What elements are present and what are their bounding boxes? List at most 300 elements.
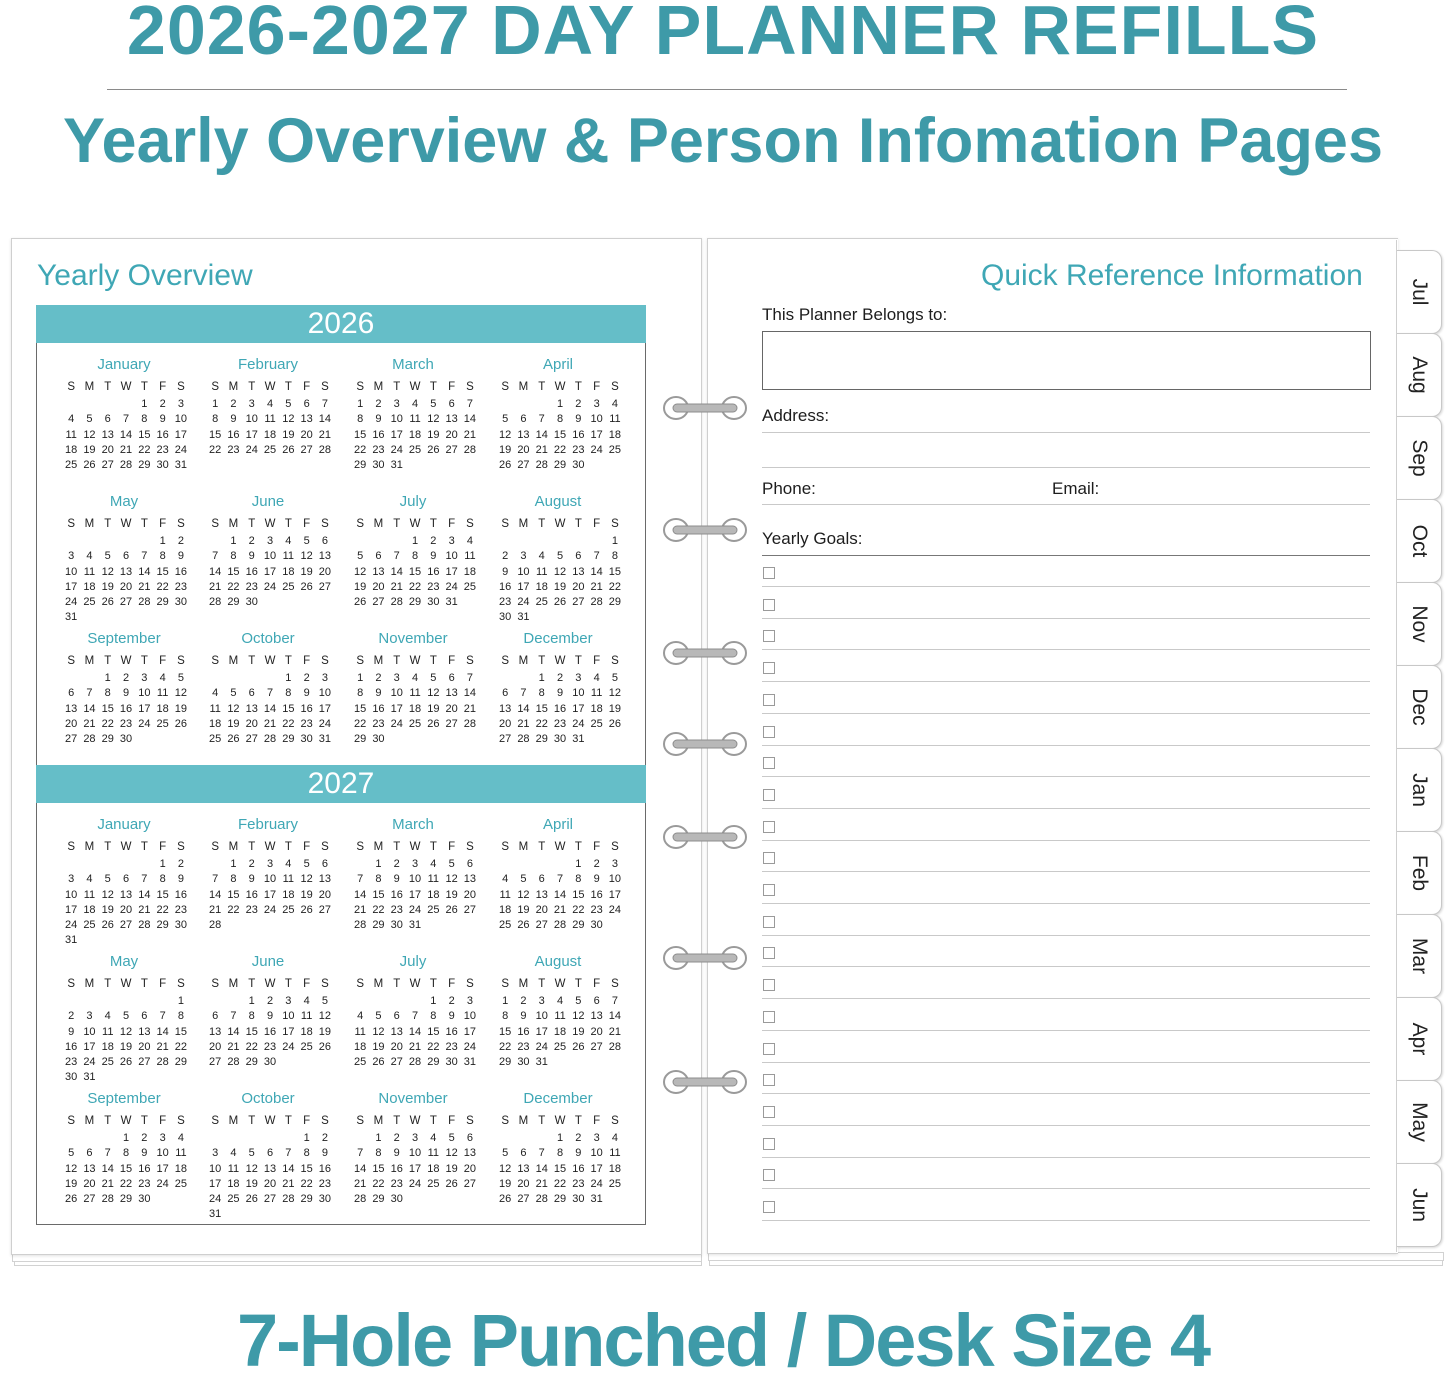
day-cell: 30 (427, 596, 440, 609)
day-cell: 12 (499, 428, 512, 441)
goal-line[interactable] (762, 966, 1370, 967)
day-cell: 23 (572, 1177, 585, 1190)
day-cell: 8 (122, 1147, 130, 1160)
day-cell: 7 (86, 687, 93, 700)
day-cell: 23 (553, 717, 567, 730)
day-cell: 21 (227, 1040, 240, 1053)
weekday-header: S (177, 518, 185, 530)
day-cell: 28 (138, 596, 151, 609)
tab-label: Apr (1408, 1022, 1431, 1056)
weekday-header: T (538, 518, 546, 530)
day-cell: 24 (590, 443, 603, 456)
day-cell: 19 (318, 1025, 332, 1038)
day-cell: 15 (209, 428, 222, 441)
day-cell: 6 (86, 1147, 93, 1160)
month-name: June (251, 493, 285, 510)
weekday-header: M (518, 1115, 529, 1127)
day-cell: 3 (520, 550, 527, 563)
day-cell: 27 (65, 733, 78, 746)
day-cell: 31 (408, 919, 422, 932)
day-cell: 16 (445, 1025, 458, 1038)
weekday-header: W (554, 978, 566, 990)
day-cell: 24 (572, 717, 585, 730)
weekday-header: T (429, 655, 437, 667)
day-cell: 13 (245, 702, 258, 715)
day-cell: 19 (119, 1040, 133, 1053)
day-cell: 14 (463, 687, 477, 700)
day-cell: 25 (354, 1056, 367, 1069)
day-cell: 10 (263, 873, 277, 886)
day-cell: 13 (390, 1025, 403, 1038)
day-cell: 15 (427, 1025, 440, 1038)
day-cell: 2 (248, 858, 255, 870)
address-line[interactable] (762, 467, 1370, 468)
goal-checkbox[interactable] (763, 1138, 775, 1150)
binder-ring (661, 393, 749, 423)
day-cell: 29 (354, 459, 367, 472)
day-cell: 8 (177, 1010, 184, 1023)
day-cell: 7 (141, 873, 148, 886)
belongs-to-label: This Planner Belongs to: (762, 305, 948, 324)
day-cell: 19 (427, 702, 440, 715)
binder-ring (661, 822, 749, 852)
day-cell: 5 (303, 858, 310, 870)
month-name: February (237, 356, 299, 373)
goal-checkbox[interactable] (763, 1201, 775, 1213)
month-grid (496, 516, 628, 626)
day-cell: 28 (608, 1040, 622, 1053)
goal-line[interactable] (762, 681, 1370, 682)
goal-line[interactable] (762, 808, 1370, 809)
quick-reference-title: Quick Reference Information (981, 259, 1363, 292)
goal-checkbox[interactable] (763, 1043, 775, 1055)
goal-line[interactable] (762, 618, 1370, 619)
day-cell: 13 (318, 550, 332, 563)
goal-checkbox[interactable] (763, 1011, 775, 1023)
goal-checkbox[interactable] (763, 947, 775, 959)
day-cell: 6 (68, 687, 75, 700)
weekday-header: T (393, 841, 401, 853)
goal-checkbox[interactable] (763, 1169, 775, 1181)
weekday-header: S (356, 1115, 364, 1127)
day-cell: 28 (119, 459, 133, 472)
weekday-header: T (284, 841, 292, 853)
day-cell: 25 (156, 717, 169, 730)
day-cell: 20 (119, 580, 133, 593)
day-cell: 28 (83, 733, 96, 746)
goal-line[interactable] (762, 745, 1370, 746)
goal-line[interactable] (762, 1093, 1370, 1094)
goal-line[interactable] (762, 998, 1370, 999)
day-cell: 19 (427, 428, 440, 441)
month-name: November (378, 1090, 448, 1107)
day-cell: 4 (556, 995, 564, 1007)
goal-line[interactable] (762, 840, 1370, 841)
day-cell: 9 (248, 873, 255, 886)
tab-label: Mar (1408, 937, 1431, 975)
weekday-header: M (84, 1115, 95, 1127)
day-cell: 29 (119, 1193, 133, 1206)
day-cell: 12 (227, 702, 240, 715)
day-cell: 3 (593, 398, 600, 410)
day-cell: 30 (156, 459, 169, 472)
weekday-header: T (574, 518, 582, 530)
day-cell: 23 (572, 443, 585, 456)
goal-line[interactable] (762, 1030, 1370, 1031)
tab-jun[interactable] (1397, 1163, 1442, 1247)
weekday-header: F (448, 518, 456, 530)
day-cell: 7 (611, 995, 618, 1007)
day-cell: 1 (230, 535, 237, 547)
weekday-header: T (393, 518, 401, 530)
goal-line[interactable] (762, 776, 1370, 777)
day-cell: 16 (372, 702, 385, 715)
goal-checkbox[interactable] (763, 884, 775, 896)
day-cell: 25 (300, 1040, 313, 1053)
goal-checkbox[interactable] (763, 726, 775, 738)
tab-mar[interactable] (1397, 914, 1442, 998)
day-cell: 1 (502, 995, 509, 1007)
day-cell: 16 (119, 702, 133, 715)
empty-day (351, 994, 369, 1009)
day-cell: 22 (372, 903, 385, 916)
day-cell: 22 (101, 717, 114, 730)
goal-line[interactable] (762, 871, 1370, 872)
day-cell: 3 (393, 398, 400, 410)
tab-label: Feb (1408, 854, 1431, 892)
day-cell: 2 (593, 858, 600, 870)
day-cell: 4 (177, 1132, 184, 1144)
goal-line[interactable] (762, 935, 1370, 936)
day-cell: 12 (174, 687, 188, 700)
day-cell: 13 (517, 428, 530, 441)
tab-aug[interactable] (1397, 333, 1442, 417)
month-name: December (523, 1090, 593, 1107)
weekday-header: M (84, 381, 95, 393)
empty-day (351, 857, 369, 872)
goal-line[interactable] (762, 1220, 1370, 1221)
goal-line[interactable] (762, 649, 1370, 650)
day-cell: 7 (285, 1147, 292, 1160)
weekday-header: M (228, 841, 239, 853)
goal-checkbox[interactable] (763, 1074, 775, 1086)
yearly-goals-rule (762, 555, 1370, 556)
day-cell: 7 (538, 413, 545, 426)
weekday-header: S (67, 841, 75, 853)
weekday-header: W (120, 518, 132, 530)
weekday-header: T (538, 841, 546, 853)
day-cell: 29 (174, 1056, 188, 1069)
day-cell: 25 (227, 1193, 240, 1206)
goal-checkbox[interactable] (763, 630, 775, 642)
goal-checkbox[interactable] (763, 757, 775, 769)
day-cell: 2 (177, 535, 184, 547)
day-cell: 23 (372, 717, 385, 730)
day-cell: 5 (86, 413, 93, 426)
weekday-header: F (303, 518, 311, 530)
weekday-header: M (373, 841, 384, 853)
day-cell: 9 (393, 1147, 400, 1160)
day-cell: 30 (572, 459, 585, 472)
day-cell: 16 (372, 428, 385, 441)
day-cell: 15 (608, 565, 622, 578)
day-cell: 29 (300, 1193, 313, 1206)
day-cell: 30 (245, 596, 258, 609)
day-cell: 29 (372, 1193, 385, 1206)
month-august-2026 (488, 492, 628, 626)
day-cell: 2 (266, 995, 274, 1007)
goal-line[interactable] (762, 713, 1370, 714)
weekday-header: S (177, 978, 185, 990)
goal-checkbox[interactable] (763, 599, 775, 611)
day-cell: 26 (245, 1193, 258, 1206)
day-cell: 18 (83, 903, 96, 916)
day-cell: 16 (572, 428, 585, 441)
day-cell: 20 (390, 1040, 403, 1053)
empty-day (496, 671, 514, 686)
month-grid (496, 653, 628, 747)
day-cell: 12 (282, 413, 295, 426)
day-cell: 15 (174, 1025, 188, 1038)
day-cell: 31 (65, 611, 78, 624)
weekday-header: T (574, 841, 582, 853)
weekday-header: T (248, 655, 256, 667)
day-cell: 19 (553, 580, 567, 593)
month-grid (351, 839, 483, 933)
tab-may[interactable] (1397, 1080, 1442, 1164)
day-cell: 5 (430, 672, 437, 684)
day-cell: 14 (535, 1162, 548, 1175)
month-april-2027 (488, 815, 628, 933)
day-cell: 12 (372, 1025, 385, 1038)
goal-checkbox[interactable] (763, 1106, 775, 1118)
weekday-header: S (356, 978, 364, 990)
day-cell: 9 (575, 1147, 582, 1160)
day-cell: 13 (535, 888, 548, 901)
day-cell: 4 (502, 873, 509, 886)
weekday-header: F (448, 978, 456, 990)
day-cell: 2 (448, 995, 455, 1007)
day-cell: 8 (230, 550, 237, 563)
day-cell: 9 (520, 1010, 527, 1023)
tab-oct[interactable] (1397, 499, 1442, 583)
empty-day (62, 397, 80, 412)
goal-line[interactable] (762, 586, 1370, 587)
day-cell: 25 (590, 717, 603, 730)
day-cell: 27 (372, 596, 385, 609)
month-grid (206, 379, 338, 458)
goal-checkbox[interactable] (763, 567, 775, 579)
day-cell: 11 (499, 888, 511, 901)
weekday-header: S (466, 381, 474, 393)
day-cell: 12 (445, 873, 458, 886)
day-cell: 2 (303, 672, 310, 684)
day-cell: 31 (590, 1193, 603, 1206)
day-cell: 12 (300, 550, 313, 563)
day-cell: 14 (463, 413, 477, 426)
weekday-header: F (593, 655, 601, 667)
day-cell: 9 (177, 873, 184, 886)
day-cell: 4 (230, 1147, 237, 1160)
day-cell: 16 (227, 428, 240, 441)
empty-day (388, 994, 406, 1009)
day-cell: 10 (174, 413, 188, 426)
day-cell: 9 (159, 413, 166, 426)
day-cell: 11 (409, 413, 421, 426)
day-cell: 7 (159, 1010, 166, 1023)
tab-jan[interactable] (1397, 748, 1442, 832)
month-november-2027 (343, 1089, 483, 1207)
day-cell: 21 (156, 1040, 169, 1053)
day-cell: 18 (590, 702, 603, 715)
day-cell: 7 (466, 398, 473, 410)
owner-name-field[interactable] (762, 331, 1371, 390)
day-cell: 24 (65, 919, 78, 932)
day-cell: 27 (300, 443, 313, 456)
month-may-2026 (54, 492, 194, 626)
weekday-header: S (177, 655, 185, 667)
day-cell: 18 (608, 428, 622, 441)
tab-dec[interactable] (1397, 665, 1442, 749)
day-cell: 27 (590, 1040, 603, 1053)
day-cell: 10 (263, 550, 277, 563)
tab-nov[interactable] (1397, 582, 1442, 666)
goal-line[interactable] (762, 1188, 1370, 1189)
day-cell: 26 (372, 1056, 385, 1069)
day-cell: 16 (245, 565, 258, 578)
day-cell: 22 (209, 443, 222, 456)
day-cell: 26 (553, 596, 567, 609)
day-cell: 14 (590, 565, 603, 578)
day-cell: 18 (101, 1040, 114, 1053)
empty-day (279, 1131, 297, 1146)
day-cell: 28 (517, 733, 530, 746)
day-cell: 12 (553, 565, 567, 578)
day-cell: 9 (122, 687, 130, 700)
weekday-header: S (611, 841, 619, 853)
empty-day (153, 994, 171, 1009)
day-cell: 5 (575, 995, 582, 1007)
month-name: January (97, 816, 151, 833)
day-cell: 4 (104, 1010, 111, 1023)
goal-line[interactable] (762, 1125, 1370, 1126)
month-grid (496, 1113, 628, 1207)
day-cell: 14 (101, 1162, 114, 1175)
day-cell: 17 (445, 565, 458, 578)
day-cell: 25 (209, 733, 222, 746)
day-cell: 17 (174, 428, 188, 441)
day-cell: 9 (448, 1010, 455, 1023)
day-cell: 1 (104, 672, 111, 684)
yearly-overview-title: Yearly Overview (37, 259, 253, 292)
day-cell: 28 (209, 596, 222, 609)
month-name: May (109, 493, 139, 510)
day-cell: 29 (372, 919, 385, 932)
goal-checkbox[interactable] (763, 979, 775, 991)
day-cell: 29 (553, 1193, 567, 1206)
goal-line[interactable] (762, 1157, 1370, 1158)
weekday-header: F (593, 518, 601, 530)
month-november-2026 (343, 629, 483, 747)
tab-apr[interactable] (1397, 997, 1442, 1081)
day-cell: 3 (466, 995, 473, 1007)
day-cell: 9 (321, 1147, 328, 1160)
day-cell: 19 (101, 580, 114, 593)
tab-sep[interactable] (1397, 416, 1442, 500)
day-cell: 3 (611, 858, 618, 870)
weekday-header: T (104, 381, 112, 393)
empty-day (99, 994, 117, 1009)
phone-email-line[interactable] (762, 504, 1370, 505)
month-name: March (392, 816, 434, 833)
empty-day (243, 1131, 261, 1146)
day-cell: 2 (375, 398, 382, 410)
goal-checkbox[interactable] (763, 916, 775, 928)
day-cell: 13 (445, 413, 458, 426)
goal-line[interactable] (762, 903, 1370, 904)
day-cell: 29 (572, 919, 585, 932)
month-grid (62, 653, 194, 747)
tab-feb[interactable] (1397, 831, 1442, 915)
day-cell: 16 (174, 565, 188, 578)
day-cell: 10 (65, 565, 78, 578)
day-cell: 7 (141, 550, 148, 563)
weekday-header: S (611, 1115, 619, 1127)
goal-checkbox[interactable] (763, 821, 775, 833)
month-name: December (523, 630, 593, 647)
day-cell: 9 (141, 1147, 148, 1160)
weekday-header: F (593, 841, 601, 853)
goal-checkbox[interactable] (763, 662, 775, 674)
day-cell: 12 (354, 565, 367, 578)
day-cell: 30 (174, 919, 188, 932)
day-cell: 17 (156, 1162, 169, 1175)
day-cell: 3 (177, 398, 184, 410)
month-october-2026 (198, 629, 338, 747)
tab-label: Dec (1408, 688, 1431, 726)
weekday-header: T (248, 978, 256, 990)
weekday-header: S (211, 518, 219, 530)
weekday-header: T (393, 655, 401, 667)
weekday-header: T (429, 978, 437, 990)
weekday-header: S (67, 518, 75, 530)
day-cell: 31 (535, 1056, 548, 1069)
day-cell: 11 (102, 1025, 114, 1038)
weekday-header: M (518, 841, 529, 853)
empty-day (351, 1131, 369, 1146)
day-cell: 6 (575, 550, 582, 563)
month-name: July (399, 493, 427, 510)
day-cell: 29 (608, 596, 622, 609)
day-cell: 4 (86, 873, 93, 886)
day-cell: 10 (408, 873, 422, 886)
day-cell: 18 (408, 702, 422, 715)
goal-checkbox[interactable] (763, 789, 775, 801)
tab-jul[interactable] (1397, 250, 1442, 334)
goal-line[interactable] (762, 1062, 1370, 1063)
goal-checkbox[interactable] (763, 694, 775, 706)
weekday-header: S (177, 381, 185, 393)
weekday-header: F (593, 978, 601, 990)
day-cell: 6 (520, 413, 527, 426)
day-cell: 12 (101, 888, 114, 901)
address-line[interactable] (762, 432, 1370, 433)
empty-day (117, 857, 135, 872)
day-cell: 23 (245, 903, 258, 916)
weekday-header: T (538, 381, 546, 393)
goal-checkbox[interactable] (763, 852, 775, 864)
day-cell: 21 (390, 580, 403, 593)
